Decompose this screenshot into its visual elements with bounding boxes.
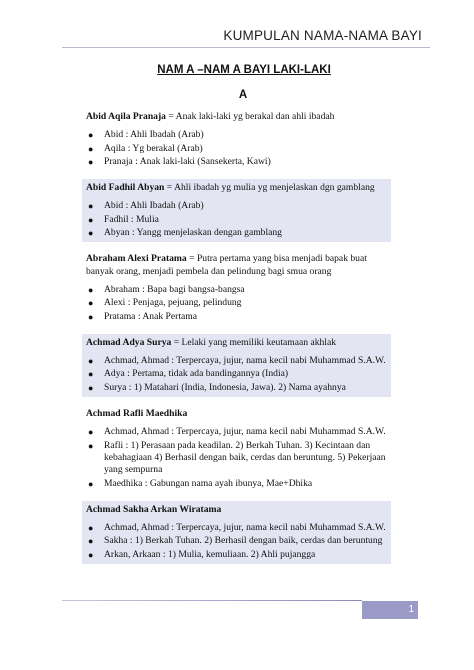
meaning-text: Alexi : Penjaga, pejuang, pelindung <box>104 297 242 309</box>
bullet-icon: ● <box>88 427 94 438</box>
entry-name: Achmad Sakha Arkan Wiratama <box>86 503 222 515</box>
section-letter: A <box>238 89 248 101</box>
entry-heading <box>86 501 391 518</box>
entry-description: = Ahli ibadah yg mulia yg menjelaskan dgn gamblang <box>164 182 375 194</box>
meaning-list <box>86 200 391 242</box>
entry-heading <box>86 108 391 125</box>
entry-name: Achmad Adya Surya <box>86 336 172 348</box>
meaning-item <box>86 426 391 438</box>
entry-heading <box>86 179 391 196</box>
bullet-icon: ● <box>88 284 94 295</box>
meaning-list <box>86 284 391 326</box>
meaning-item <box>86 214 391 226</box>
bullet-icon: ● <box>88 311 94 322</box>
name-entry <box>86 405 391 493</box>
page-number: 1 <box>408 604 414 615</box>
name-entry <box>86 108 391 171</box>
meaning-item <box>86 368 391 380</box>
meaning-item <box>86 200 391 212</box>
meaning-item <box>86 440 391 477</box>
meaning-list <box>86 522 391 564</box>
meaning-text: Pratama : Anak Pertama <box>104 310 197 322</box>
section-title: NAM A –NAM A BAYI LAKI-LAKI <box>157 64 331 76</box>
meaning-text: Arkan, Arkaan : 1) Mulia, kemuliaan. 2) Ahli pujangga <box>104 548 316 560</box>
meaning-text: Pranaja : Anak laki-laki (Sansekerta, Kawi) <box>104 155 271 167</box>
meaning-item <box>86 311 391 323</box>
meaning-item <box>86 535 391 547</box>
name-entry <box>86 250 391 325</box>
bullet-icon: ● <box>88 298 94 309</box>
meaning-text: Adya : Pertama, tidak ada bandingannya (India) <box>104 368 289 380</box>
bullet-icon: ● <box>88 356 94 367</box>
meaning-list <box>86 355 391 397</box>
meaning-list <box>86 426 391 492</box>
entry-description: = Putra pertama yang bisa menjadi bapak buat banyak orang, menjadi pembela dan pelindung bagi smua orang <box>86 253 367 277</box>
bullet-icon: ● <box>88 156 94 167</box>
header-divider <box>62 47 430 48</box>
bullet-icon: ● <box>88 478 94 489</box>
meaning-text: Abraham : Bapa bagi bangsa-bangsa <box>104 283 245 295</box>
meaning-item <box>86 549 391 561</box>
meaning-item <box>86 227 391 239</box>
meaning-text: Rafli : 1) Perasaan pada keadilan. 2) Berkah Tuhan. 3) Kecintaan dan kebahagiaan 4) Berhasil dengan baik, cerdas dan beruntung. 5) Pekerjaan yang sempurna <box>104 439 386 476</box>
entry-name: Abid Fadhil Abyan <box>86 182 165 194</box>
bullet-icon: ● <box>88 382 94 393</box>
entry-name: Achmad Rafli Maedhika <box>86 408 188 420</box>
meaning-item <box>86 382 391 394</box>
meaning-list <box>86 129 391 171</box>
entry-heading <box>86 405 391 422</box>
bullet-icon: ● <box>88 536 94 547</box>
meaning-text: Maedhika : Gabungan nama ayah ibunya, Mae+Dhika <box>104 477 313 489</box>
meaning-text: Achmad, Ahmad : Terpercaya, jujur, nama kecil nabi Muhammad S.A.W. <box>104 355 386 367</box>
meaning-text: Sakha : 1) Berkah Tuhan. 2) Berhasil dengan baik, cerdas dan beruntung <box>104 535 383 547</box>
name-entry-list <box>86 108 391 572</box>
meaning-text: Surya : 1) Matahari (India, Indonesia, Jawa). 2) Nama ayahnya <box>104 381 346 393</box>
meaning-text: Abyan : Yangg menjelaskan dengan gamblang <box>104 227 282 239</box>
meaning-item <box>86 355 391 367</box>
meaning-item <box>86 284 391 296</box>
meaning-item <box>86 156 391 168</box>
meaning-text: Abid : Ahli Ibadah (Arab) <box>104 129 204 141</box>
bullet-icon: ● <box>88 143 94 154</box>
meaning-item <box>86 522 391 534</box>
meaning-text: Achmad, Ahmad : Terpercaya, jujur, nama kecil nabi Muhammad S.A.W. <box>104 522 386 534</box>
entry-heading <box>86 334 391 351</box>
meaning-text: Achmad, Ahmad : Terpercaya, jujur, nama kecil nabi Muhammad S.A.W. <box>104 426 386 438</box>
entry-description: = Lelaki yang memiliki keutamaan akhlak <box>171 336 337 348</box>
entry-name: Abid Aqila Pranaja <box>86 111 166 122</box>
bullet-icon: ● <box>88 549 94 560</box>
bullet-icon: ● <box>88 214 94 225</box>
bullet-icon: ● <box>88 201 94 212</box>
entry-description: = Anak laki-laki yg berakal dan ahli ibadah <box>165 111 335 122</box>
meaning-item <box>86 297 391 309</box>
entry-heading <box>86 250 391 280</box>
footer-divider <box>62 600 362 601</box>
bullet-icon: ● <box>88 440 94 451</box>
name-entry <box>82 179 391 242</box>
meaning-item <box>86 129 391 141</box>
bullet-icon: ● <box>88 523 94 534</box>
meaning-item <box>86 143 391 155</box>
meaning-text: Fadhil : Mulia <box>104 213 159 225</box>
bullet-icon: ● <box>88 369 94 380</box>
entry-name: Abraham Alexi Pratama <box>86 253 187 265</box>
bullet-icon: ● <box>88 130 94 141</box>
meaning-text: Abid : Ahli Ibadah (Arab) <box>104 200 204 212</box>
name-entry <box>82 501 391 564</box>
name-entry <box>82 334 391 397</box>
document-header-title: KUMPULAN NAMA-NAMA BAYI <box>223 28 422 43</box>
meaning-text: Aqila : Yg berakal (Arab) <box>104 142 203 154</box>
bullet-icon: ● <box>88 228 94 239</box>
meaning-item <box>86 478 391 490</box>
